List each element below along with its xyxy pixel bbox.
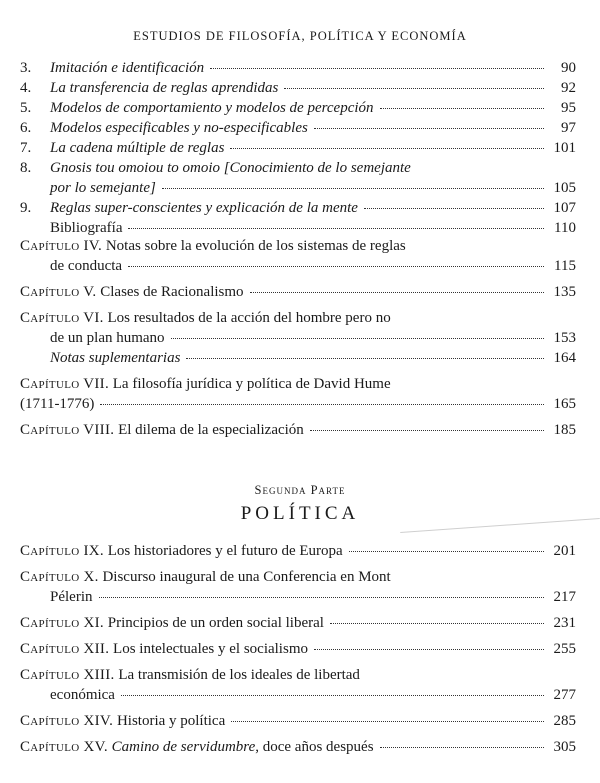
dot-leader (310, 430, 544, 431)
toc-chapter: Capítulo IX. Los historiadores y el futuro de Europa 201 (20, 543, 576, 559)
dot-leader (364, 208, 544, 209)
toc-chapter: Capítulo IV. Notas sobre la evolución de los sistemas de reglas de conducta 115 (20, 238, 576, 274)
dot-leader (284, 88, 544, 89)
toc-section: 5. Modelos de comportamiento y modelos de percepción 95 (20, 100, 576, 116)
toc-chapter: Capítulo XIII. La transmisión de los ideales de libertad económica 277 (20, 667, 576, 703)
dot-leader (128, 228, 544, 229)
part-title: POLÍTICA (240, 503, 360, 524)
toc-section: Bibliografía 110 (50, 220, 576, 236)
dot-leader (314, 128, 544, 129)
toc-chapter: Capítulo VIII. El dilema de la especialización 185 (20, 422, 576, 438)
dot-leader (380, 108, 544, 109)
dot-leader (100, 404, 544, 405)
dot-leader (330, 623, 544, 624)
toc-chapter: Capítulo XII. Los intelectuales y el socialismo 255 (20, 641, 576, 657)
dot-leader (99, 597, 545, 598)
section-list (20, 58, 576, 238)
running-head: ESTUDIOS DE FILOSOFÍA, POLÍTICA Y ECONOMÍA (133, 29, 467, 43)
dot-leader (121, 695, 544, 696)
toc-section: 9. Reglas super-conscientes y explicación de la mente 107 (20, 200, 576, 216)
toc-chapter: Capítulo XI. Principios de un orden social liberal 231 (20, 615, 576, 631)
chapter-list-part2 (20, 541, 576, 763)
toc-chapter: Capítulo X. Discurso inaugural de una Conferencia en Mont Pélerin 217 (20, 569, 576, 605)
dot-leader (162, 188, 544, 189)
toc-chapter: Capítulo XV. Camino de servidumbre , doce años después 305 (20, 739, 576, 755)
toc-chapter: Capítulo V. Clases de Racionalismo 135 (20, 284, 576, 300)
dot-leader (171, 338, 544, 339)
toc-section: 7. La cadena múltiple de reglas 101 (20, 140, 576, 156)
toc-section: 6. Modelos especificables y no-especificables 97 (20, 120, 576, 136)
toc-chapter: Capítulo VI. Los resultados de la acción del hombre pero no de un plan humano 153 Notas suplementarias 164 (20, 310, 576, 366)
toc-chapter: Capítulo XIV. Historia y política 285 (20, 713, 576, 729)
toc-section: 3. Imitación e identificación 90 (20, 60, 576, 76)
dot-leader (380, 747, 544, 748)
toc-section-cont: por lo semejante] 105 (50, 180, 576, 196)
dot-leader (128, 266, 544, 267)
dot-leader (210, 68, 544, 69)
dot-leader (230, 148, 544, 149)
chapter-list-part1 (20, 236, 576, 446)
dot-leader (231, 721, 544, 722)
part-label: Segunda Parte (254, 483, 346, 497)
toc-chapter: Capítulo VII. La filosofía jurídica y política de David Hume (1711-1776) 165 (20, 376, 576, 412)
toc-section: 4. La transferencia de reglas aprendidas 92 (20, 80, 576, 96)
dot-leader (349, 551, 544, 552)
dot-leader (186, 358, 544, 359)
dot-leader (250, 292, 544, 293)
dot-leader (314, 649, 544, 650)
toc-section: 8. Gnosis tou omoiou to omoio [Conocimiento de lo semejante (20, 160, 411, 176)
